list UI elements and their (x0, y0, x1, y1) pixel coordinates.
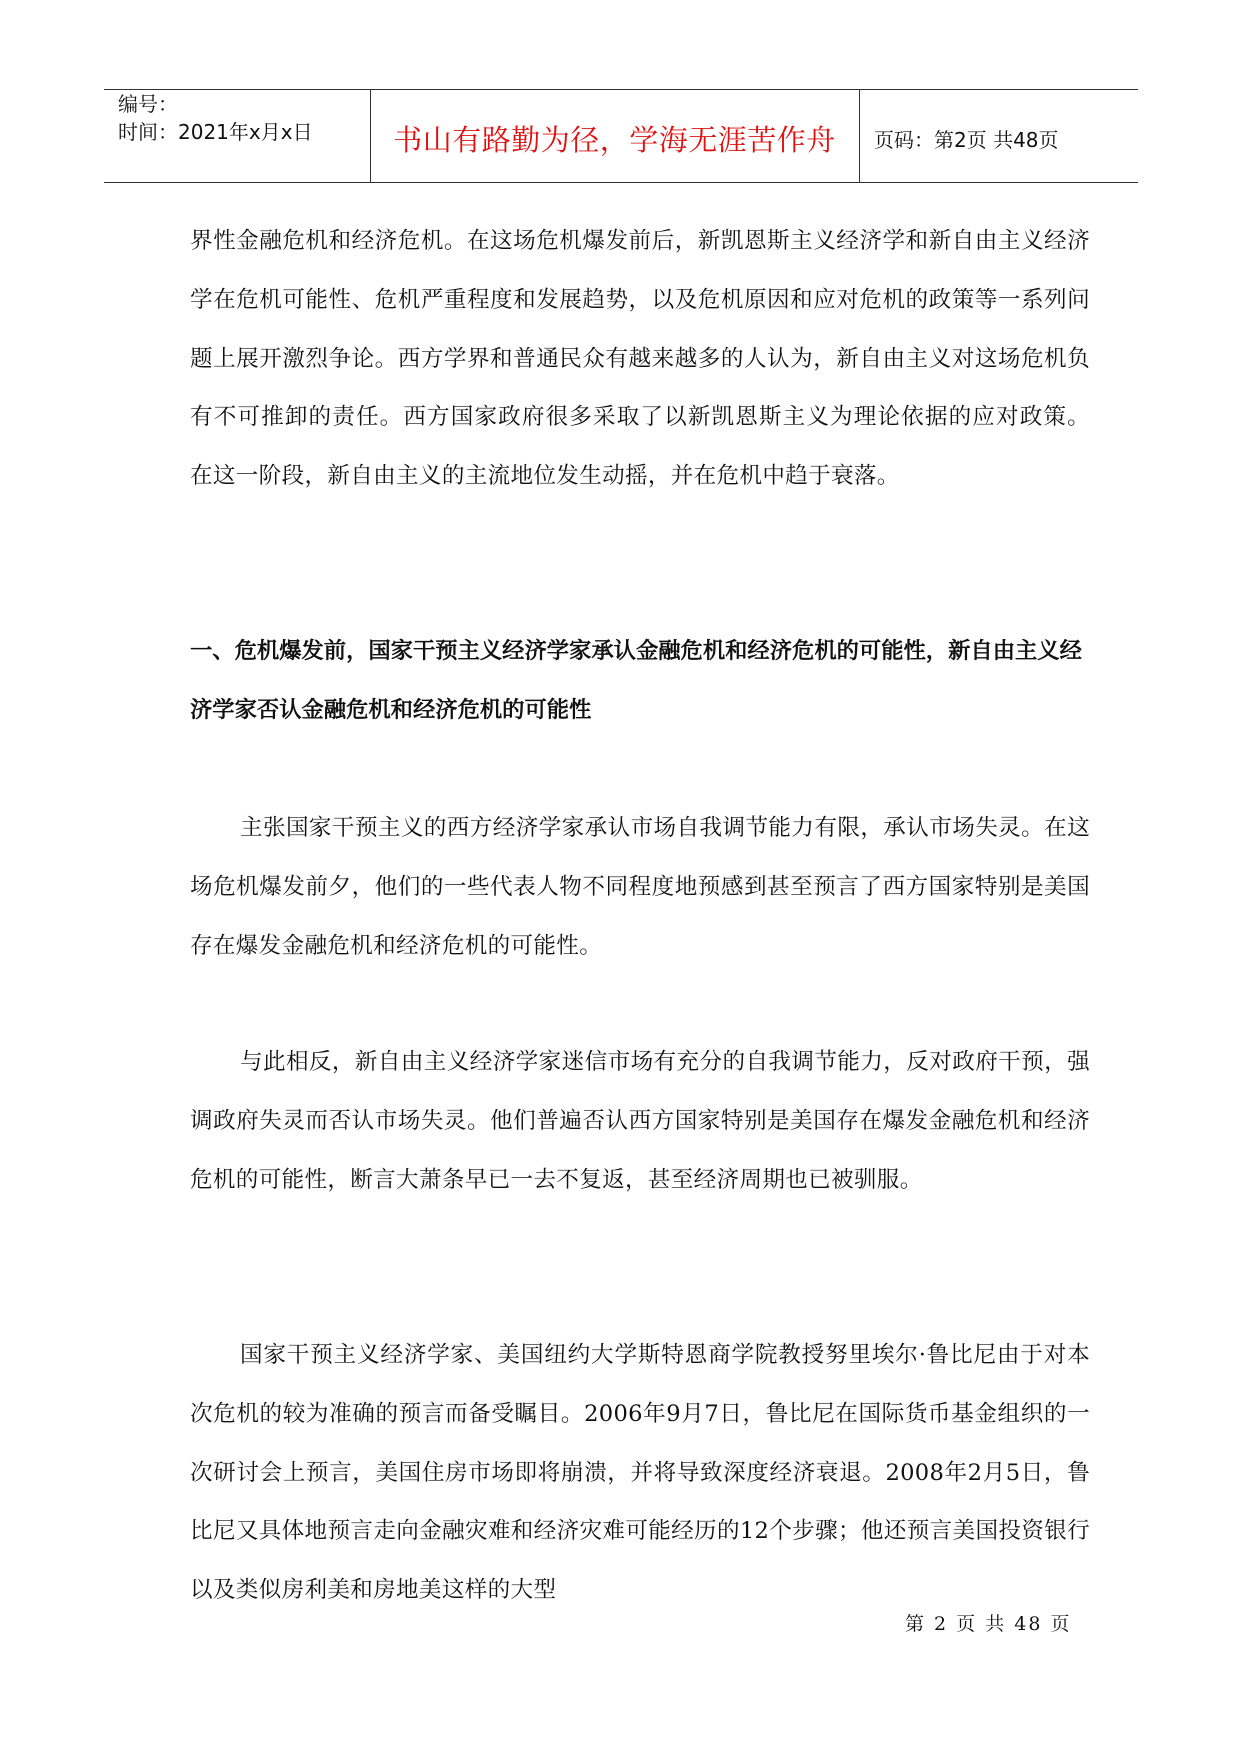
body-paragraph-4: 国家干预主义经济学家、美国纽约大学斯特恩商学院教授努里埃尔·鲁比尼由于对本次危机的较为准确的预言而备受瞩目。2006年9月7日，鲁比尼在国际货币基金组织的一次研讨会上预言，美国住房市场即将崩溃，并将导致深度经济衰退。2008年2月5日，鲁比尼又具体地预言走向金融灾难和经济灾难可能经历的12个步骤；他还预言美国投资银行以及类似房利美和房地美这样的大型 (190, 1342, 1090, 1604)
page-footer: 第 2 页 共 48 页 (905, 1613, 1072, 1635)
body-paragraph-2: 主张国家干预主义的西方经济学家承认市场自我调节能力有限，承认市场失灵。在这场危机爆发前夕，他们的一些代表人物不同程度地预感到甚至预言了西方国家特别是美国存在爆发金融危机和经济危机的可能性。 (190, 815, 1090, 959)
header-motto: 书山有路勤为径，学海无涯苦作舟 (393, 123, 836, 157)
body-paragraph-3: 与此相反，新自由主义经济学家迷信市场有充分的自我调节能力，反对政府干预，强调政府失灵而否认市场失灵。他们普遍否认西方国家特别是美国存在爆发金融危机和经济危机的可能性，断言大萧条早已一去不复返，甚至经济周期也已被驯服。 (190, 1049, 1090, 1193)
header-meta (118, 90, 313, 146)
section-heading-1: 一、危机爆发前，国家干预主义经济学家承认金融危机和经济危机的可能性，新自由主义经济学家否认金融危机和经济危机的可能性 (190, 638, 1082, 723)
body-paragraph-1: 界性金融危机和经济危机。在这场危机爆发前后，新凯恩斯主义经济学和新自由主义经济学在危机可能性、危机严重程度和发展趋势，以及危机原因和应对危机的政策等一系列问题上展开激烈争论。西方学界和普通民众有越来越多的人认为，新自由主义对这场危机负有不可推卸的责任。西方国家政府很多采取了以新凯恩斯主义为理论依据的应对政策。 在这一阶段，新自由主义的主流地位发生动摇，并在危机中趋于衰落。 (190, 228, 1090, 490)
header-divider-right (859, 89, 860, 182)
header-bottom-rule (104, 182, 1138, 183)
document-number-label: 编号： (118, 92, 178, 116)
document-time-label: 时间：2021年x月x日 (118, 120, 313, 144)
header-page-label: 页码：第2页 共48页 (874, 128, 1059, 152)
